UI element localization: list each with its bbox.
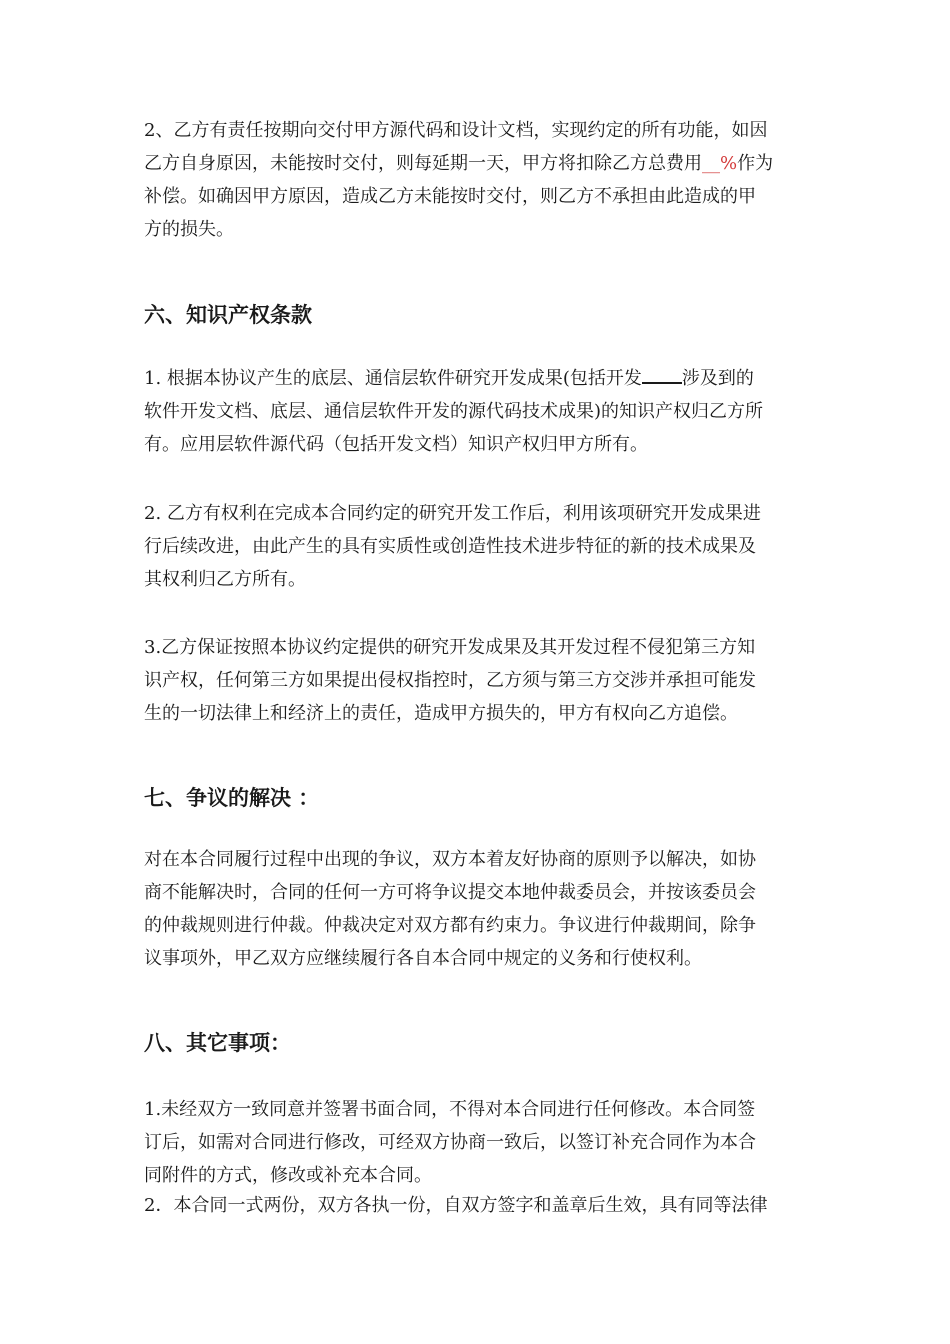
section6-heading: 六、知识产权条款 [144,302,312,327]
text-line: 补偿。如确因甲方原因，造成乙方未能按时交付，则乙方不承担由此造成的甲 [144,186,756,207]
section7-body [144,843,814,975]
section6-item1 [144,362,814,461]
text-line: 其权利归乙方所有。 [144,569,306,590]
text-line: 软件开发文档、底层、通信层软件开发的源代码技术成果)的知识产权归乙方所 [144,401,764,422]
text-line: 议事项外，甲乙双方应继续履行各自本合同中规定的义务和行使权利。 [144,948,702,969]
section7-heading: 七、争议的解决 ： [144,785,320,810]
section6-item3 [144,631,814,730]
text-line: 订后，如需对合同进行修改，可经双方协商一致后，以签订补充合同作为本合 [144,1132,756,1153]
text-line: 2. 乙方有权利在完成本合同约定的研究开发工作后，利用该项研究开发成果进 [144,503,761,524]
text-line: 识产权，任何第三方如果提出侵权指控时，乙方须与第三方交涉并承担可能发 [144,670,756,691]
text-line: 2．本合同一式两份，双方各执一份，自双方签字和盖章后生效，具有同等法律 [144,1195,768,1216]
text-line: 行后续改进，由此产生的具有实质性或创造性技术进步特征的新的技术成果及 [144,536,756,557]
text-line: 方的损失。 [144,219,234,240]
text-line: 3.乙方保证按照本协议约定提供的研究开发成果及其开发过程不侵犯第三方知 [144,637,756,658]
section6-item2 [144,497,814,596]
section8-item2 [144,1189,814,1222]
section8-heading: 八、其它事项： [144,1030,291,1055]
text-line: 有。应用层软件源代码（包括开发文档）知识产权归甲方所有。 [144,434,648,455]
section5-item2 [144,114,814,246]
text-line: 2、乙方有责任按期向交付甲方源代码和设计文档，实现约定的所有功能，如因 [144,120,768,141]
text-line: 商不能解决时，合同的任何一方可将争议提交本地仲裁委员会，并按该委员会 [144,882,756,903]
fill-blank [642,368,682,384]
section8-item1 [144,1093,814,1192]
text-line: 对在本合同履行过程中出现的争议，双方本着友好协商的原则予以解决，如协 [144,849,756,870]
text-line: 的仲裁规则进行仲裁。仲裁决定对双方都有约束力。争议进行仲裁期间，除争 [144,915,756,936]
text-line: 1.未经双方一致同意并签署书面合同，不得对本合同进行任何修改。本合同签 [144,1099,756,1120]
text-line: 同附件的方式，修改或补充本合同。 [144,1165,432,1186]
text-line: 乙方自身原因，未能按时交付，则每延期一天，甲方将扣除乙方总费用__%作为 [144,153,774,174]
text-line: 1. 根据本协议产生的底层、通信层软件研究开发成果(包括开发 涉及到的 [144,368,754,389]
fill-blank: __% [702,153,738,174]
text-line: 生的一切法律上和经济上的责任，造成甲方损失的，甲方有权向乙方追偿。 [144,703,738,724]
